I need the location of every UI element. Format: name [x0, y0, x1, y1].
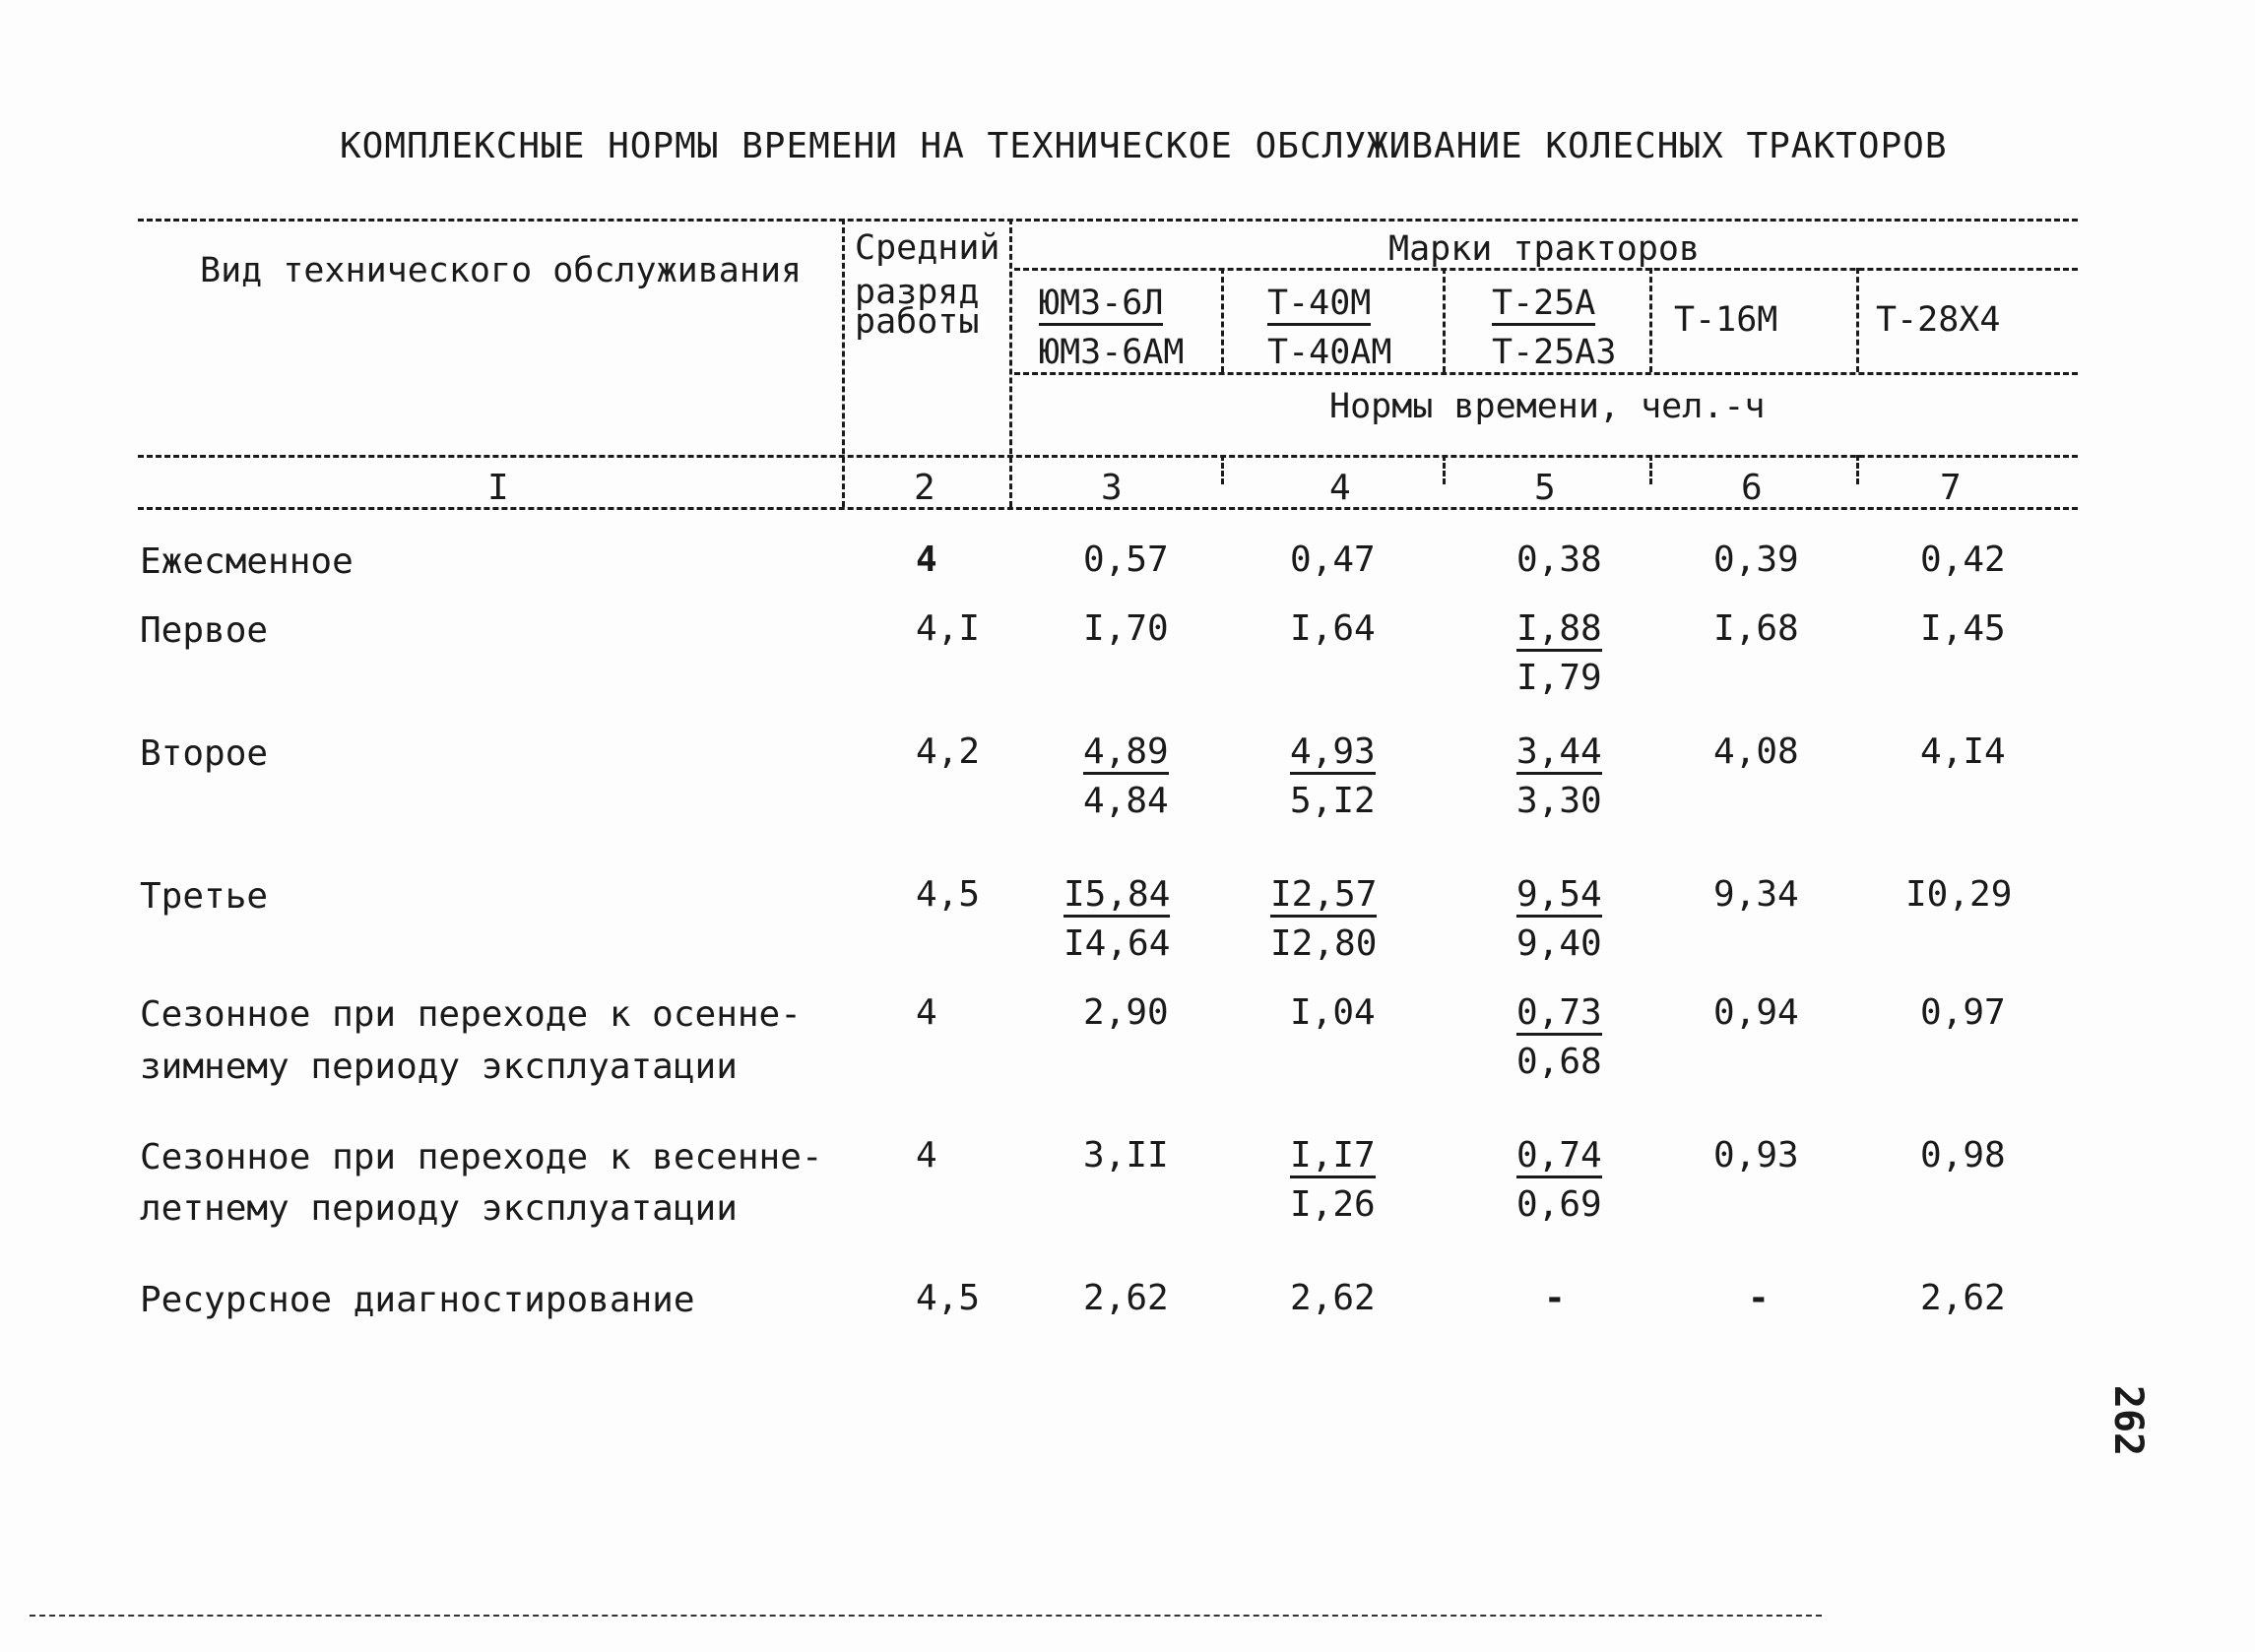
header-bottom-rule: [138, 455, 2078, 458]
brand-3-top: Т-25А: [1492, 284, 1595, 326]
brand-2-bottom: Т-40АМ: [1267, 333, 1392, 372]
brand-4: Т-16М: [1674, 300, 1778, 340]
row-7-c4: 2,62: [1290, 1278, 1376, 1318]
row-2-c5-top: I,88: [1516, 608, 1602, 652]
row-3-c7: 4,I4: [1920, 731, 2006, 772]
row-5-name-line2: зимнему периоду эксплуатации: [140, 1047, 738, 1087]
col-divider-3: [1221, 268, 1224, 372]
row-1-c6: 0,39: [1713, 540, 1799, 580]
row-2-c6: I,68: [1713, 608, 1799, 649]
row-1-c5: 0,38: [1516, 540, 1602, 580]
brand-1-top: ЮМЗ-6Л: [1039, 284, 1163, 326]
row-6-c3: 3,II: [1083, 1135, 1169, 1175]
row-4-c5-bottom: 9,40: [1516, 923, 1602, 964]
col-number-6: 6: [1741, 468, 1763, 508]
row-6-name-line2: летнему периоду эксплуатации: [140, 1188, 738, 1229]
header-norms: Нормы времени, чел.-ч: [1329, 387, 1766, 426]
row-7-c3: 2,62: [1083, 1278, 1169, 1318]
row-5-name-line1: Сезонное при переходе к осенне-: [140, 994, 802, 1035]
col-number-5: 5: [1534, 468, 1556, 508]
row-6-c4-bottom: I,26: [1290, 1184, 1376, 1225]
row-2-name: Первое: [140, 610, 269, 651]
col-divider-5: [1649, 268, 1652, 372]
row-1-c4: 0,47: [1290, 540, 1376, 580]
row-6-c6: 0,93: [1713, 1135, 1799, 1175]
colnum-divider-5: [1649, 455, 1652, 484]
brand-3-bottom: Т-25А3: [1492, 333, 1617, 372]
row-5-c5-top: 0,73: [1516, 992, 1602, 1036]
row-1-name: Ежесменное: [140, 541, 354, 582]
row-3-c4-top: 4,93: [1290, 731, 1376, 775]
row-1-c3: 0,57: [1083, 540, 1169, 580]
col-number-7: 7: [1940, 468, 1962, 508]
row-3-c6: 4,08: [1713, 731, 1799, 772]
page-number: 262: [2105, 1384, 2152, 1457]
col-number-2: 2: [914, 468, 935, 508]
header-type-of-service: Вид технического обслуживания: [200, 251, 803, 290]
row-4-c4-top: I2,57: [1270, 874, 1377, 918]
brand-5: Т-28Х4: [1876, 300, 2001, 340]
row-7-c7: 2,62: [1920, 1278, 2006, 1318]
col-divider-6: [1856, 268, 1859, 372]
row-5-c5-bottom: 0,68: [1516, 1042, 1602, 1082]
colnum-divider-3: [1221, 455, 1224, 484]
col-number-1: I: [487, 468, 509, 508]
row-2-grade: 4,I: [916, 608, 981, 649]
row-4-c3-bottom: I4,64: [1063, 923, 1171, 964]
colnum-divider-4: [1443, 455, 1446, 484]
row-2-c4: I,64: [1290, 608, 1376, 649]
row-5-c3: 2,90: [1083, 992, 1169, 1033]
row-3-c5-top: 3,44: [1516, 731, 1602, 775]
row-5-grade: 4: [916, 992, 937, 1033]
row-2-c5-bottom: I,79: [1516, 658, 1602, 698]
row-3-c4-bottom: 5,I2: [1290, 781, 1376, 821]
row-7-c6: -: [1748, 1278, 1770, 1318]
footer-rule: [30, 1615, 1822, 1617]
row-4-c6: 9,34: [1713, 874, 1799, 915]
row-4-c4-bottom: I2,80: [1270, 923, 1378, 964]
row-6-c4-top: I,I7: [1290, 1135, 1376, 1178]
row-1-grade: 4: [916, 540, 937, 580]
row-4-name: Третье: [140, 876, 269, 917]
row-5-c6: 0,94: [1713, 992, 1799, 1033]
row-6-c7: 0,98: [1920, 1135, 2006, 1175]
row-6-c5-top: 0,74: [1516, 1135, 1602, 1178]
col-number-4: 4: [1329, 468, 1351, 508]
col-divider-1: [842, 219, 845, 507]
brand-2-top: Т-40М: [1267, 284, 1371, 326]
header-top-rule: [138, 219, 2078, 222]
row-3-name: Второе: [140, 733, 269, 774]
row-4-c7: I0,29: [1905, 874, 2013, 915]
header-brands-title: Марки тракторов: [1388, 229, 1701, 269]
row-6-grade: 4: [916, 1135, 937, 1175]
row-6-c5-bottom: 0,69: [1516, 1184, 1602, 1225]
row-1-c7: 0,42: [1920, 540, 2006, 580]
row-4-c5-top: 9,54: [1516, 874, 1602, 918]
row-7-grade: 4,5: [916, 1278, 981, 1318]
row-4-c3-top: I5,84: [1063, 874, 1170, 918]
row-2-c7: I,45: [1920, 608, 2006, 649]
row-7-name: Ресурсное диагностирование: [140, 1280, 695, 1320]
colnum-divider-6: [1856, 455, 1859, 484]
col-divider-4: [1443, 268, 1446, 372]
header-grade-line2: разряд: [855, 273, 980, 312]
page-title: КОМПЛЕКСНЫЕ НОРМЫ ВРЕМЕНИ НА ТЕХНИЧЕСКОЕ ОБСЛУЖИВАНИЕ КОЛЕСНЫХ ТРАКТОРОВ: [340, 126, 1948, 166]
row-5-c4: I,04: [1290, 992, 1376, 1033]
row-4-grade: 4,5: [916, 874, 981, 915]
row-7-c5: -: [1544, 1278, 1566, 1318]
header-grade-line3: работы: [855, 302, 980, 342]
row-3-c3-bottom: 4,84: [1083, 781, 1169, 821]
row-5-c7: 0,97: [1920, 992, 2006, 1033]
header-grade-line1: Средний: [855, 228, 1000, 268]
col-number-3: 3: [1101, 468, 1123, 508]
row-3-c5-bottom: 3,30: [1516, 781, 1602, 821]
brands-bottom-rule: [1014, 372, 2078, 375]
row-3-c3-top: 4,89: [1083, 731, 1169, 775]
brand-1-bottom: ЮМЗ-6АМ: [1039, 333, 1185, 372]
row-3-grade: 4,2: [916, 731, 981, 772]
row-6-name-line1: Сезонное при переходе к весенне-: [140, 1137, 823, 1177]
col-divider-2: [1009, 219, 1012, 507]
row-2-c3: I,70: [1083, 608, 1169, 649]
